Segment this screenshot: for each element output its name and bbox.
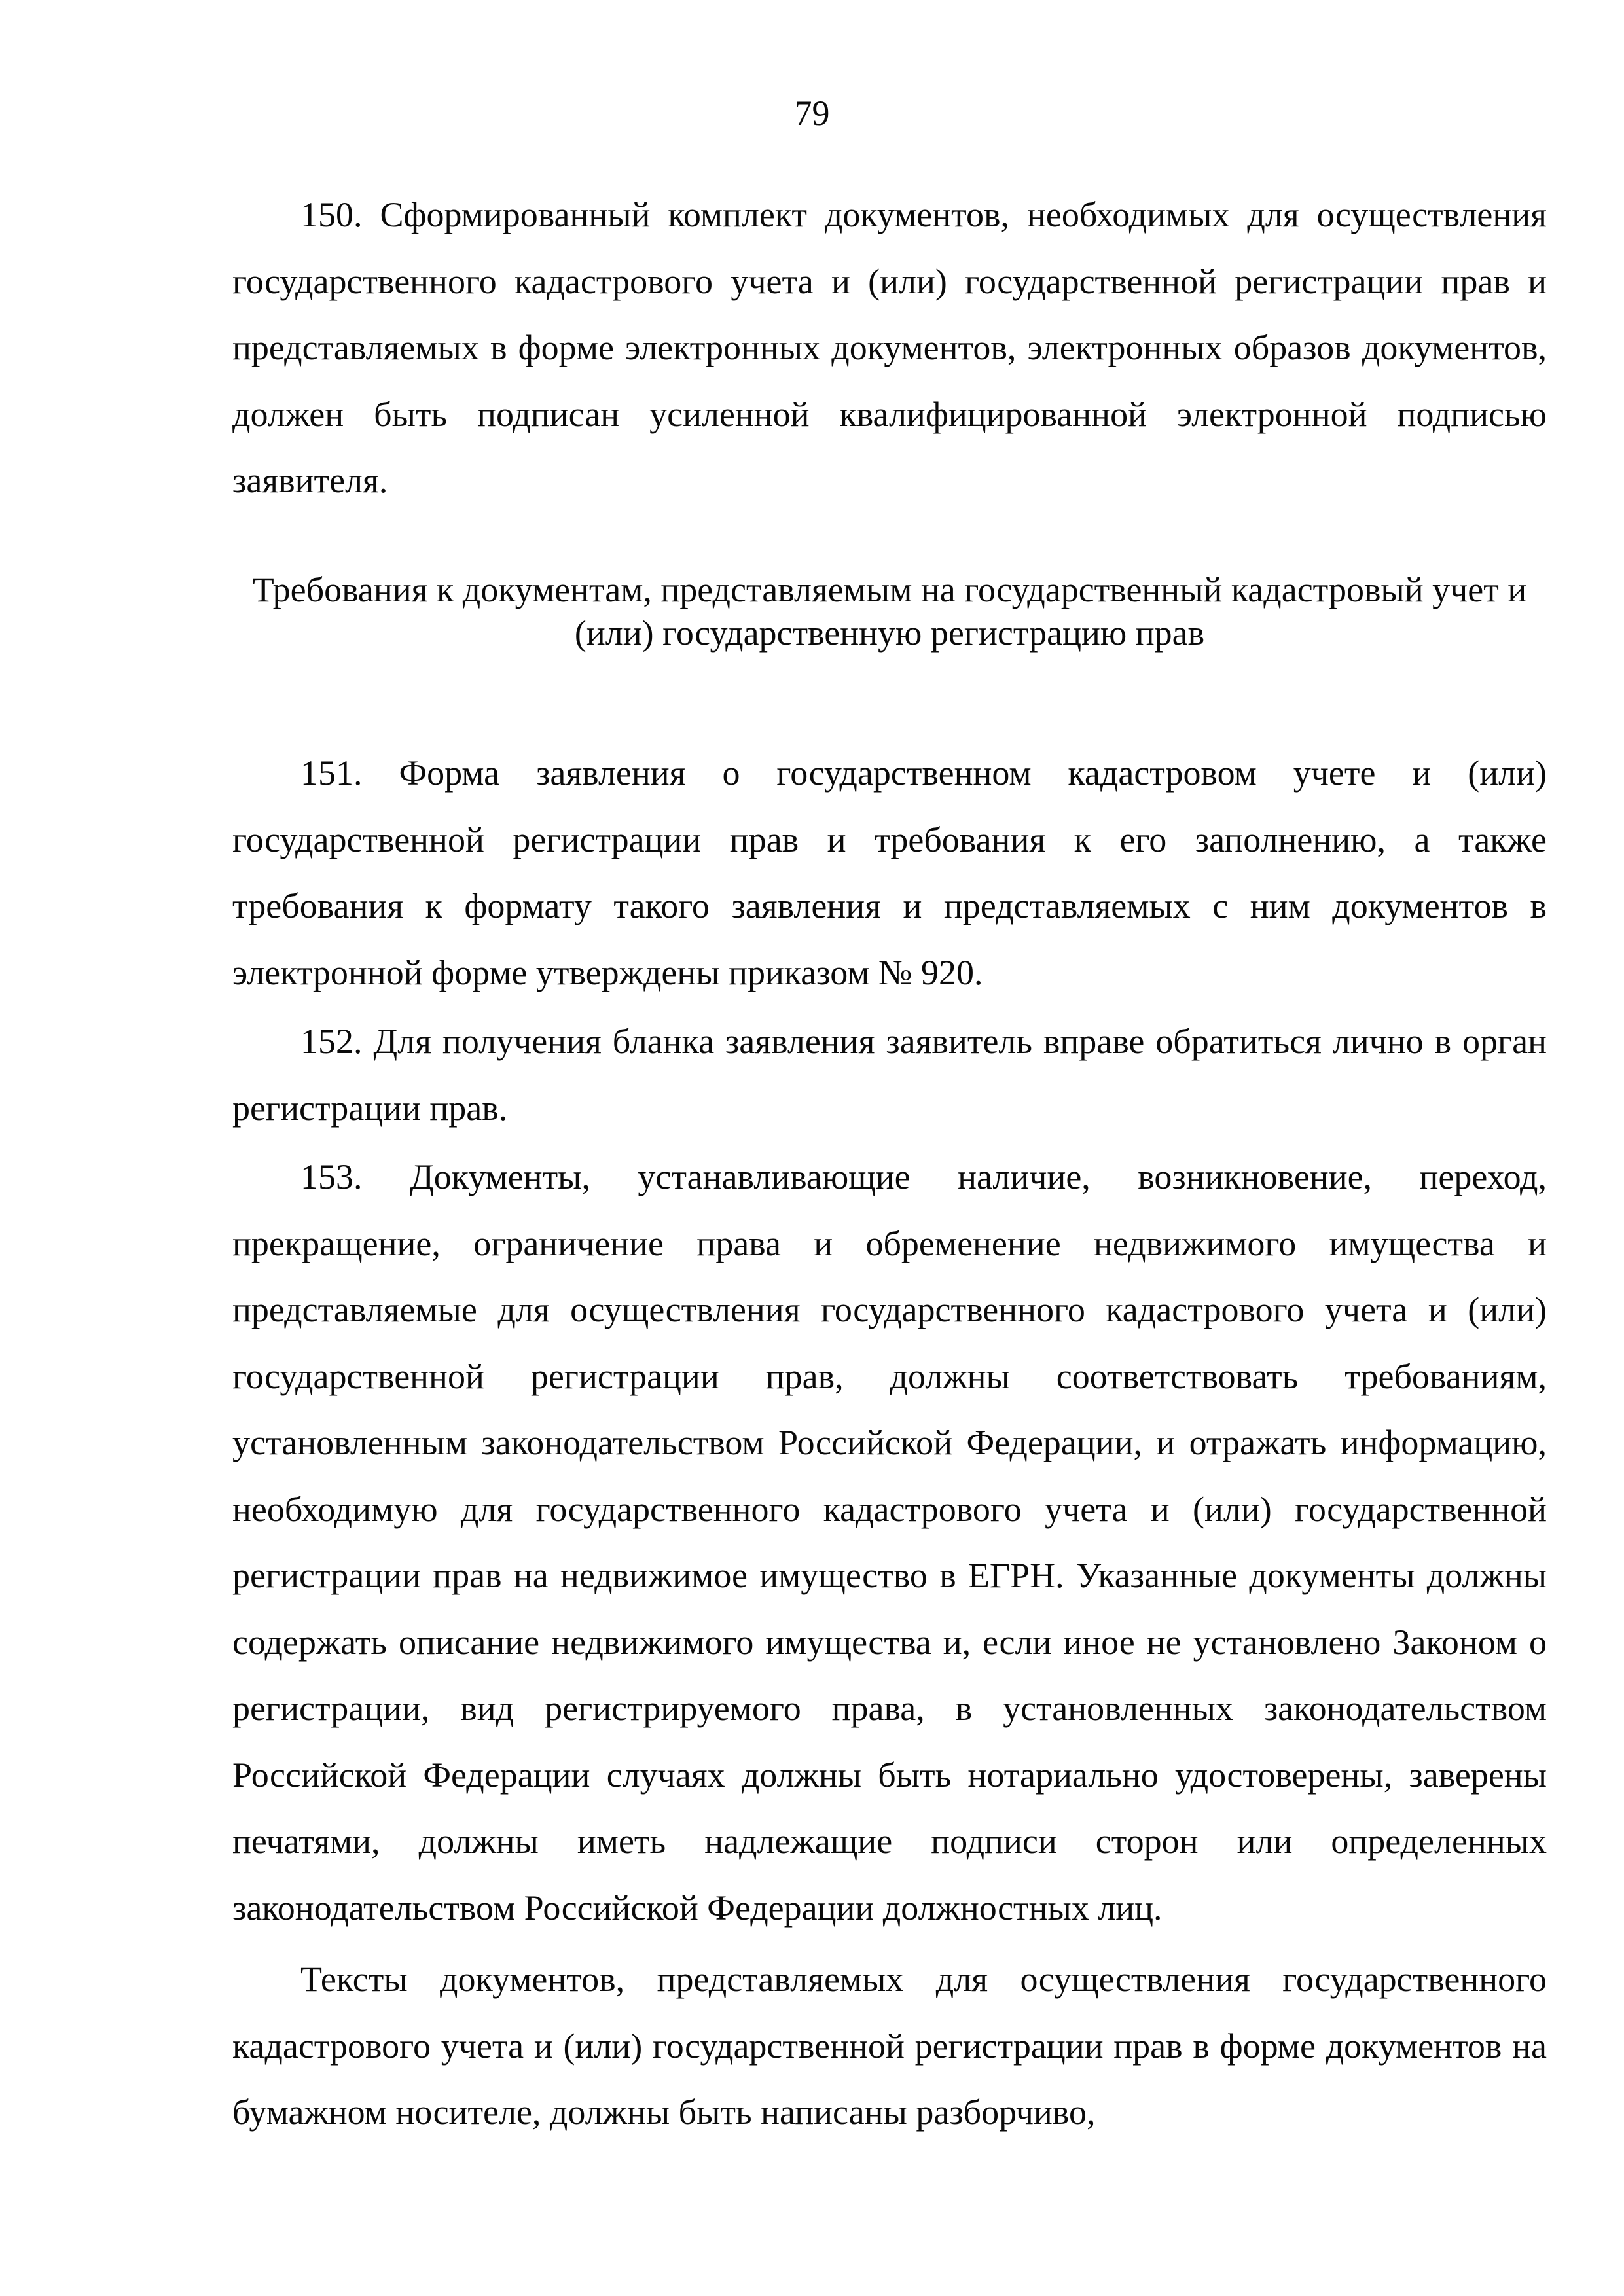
paragraph-153: 153. Документы, устанавливающие наличие, возникновение, переход, прекращение, ограничение права и обременение недвижимого имущества и представляемые для осуществления государственного кадастрового учета и (или) государственной регистрации прав, должны соответствовать требованиям, установленным законодательством Российской Федерации, и отражать информацию, необходимую для государственного кадастрового учета и (или) государственной регистрации прав на недвижимое имущество в ЕГРН. Указанные документы должны содержать описание недвижимого имущества и, если иное не установлено Законом о регистрации, вид регистрируемого права, в установленных законодательством Российской Федерации случаях должны быть нотариально удостоверены, заверены печатями, должны иметь надлежащие подписи сторон или определенных законодательством Российской Федерации должностных лиц. [232, 1157, 1547, 1928]
text-block-main [232, 740, 1547, 2146]
paragraph-texts: Тексты документов, представляемых для осуществления государственного кадастрового учета и (или) государственной регистрации прав в форме документов на бумажном носителе, должны быть написаны разборчиво, [232, 1960, 1547, 2132]
paragraph-150: 150. Сформированный комплект документов, необходимых для осуществления государственного кадастрового учета и (или) государственной регистрации прав и представляемых в форме электронных документов, электронных образов документов, должен быть подписан усиленной квалифицированной электронной подписью заявителя. [232, 195, 1547, 500]
text-block-top [232, 182, 1547, 514]
section-heading: Требования к документам, представляемым на государственный кадастровый учет и (или) государственную регистрацию прав [252, 570, 1527, 653]
page-number: 79 [794, 94, 830, 133]
paragraph-151: 151. Форма заявления о государственном кадастровом учете и (или) государственной регистрации прав и требования к его заполнению, а также требования к формату такого заявления и представляемых с ним документов в электронной форме утверждены приказом № 920. [232, 753, 1547, 992]
paragraph-152: 152. Для получения бланка заявления заявитель вправе обратиться лично в орган регистрации прав. [232, 1022, 1547, 1128]
